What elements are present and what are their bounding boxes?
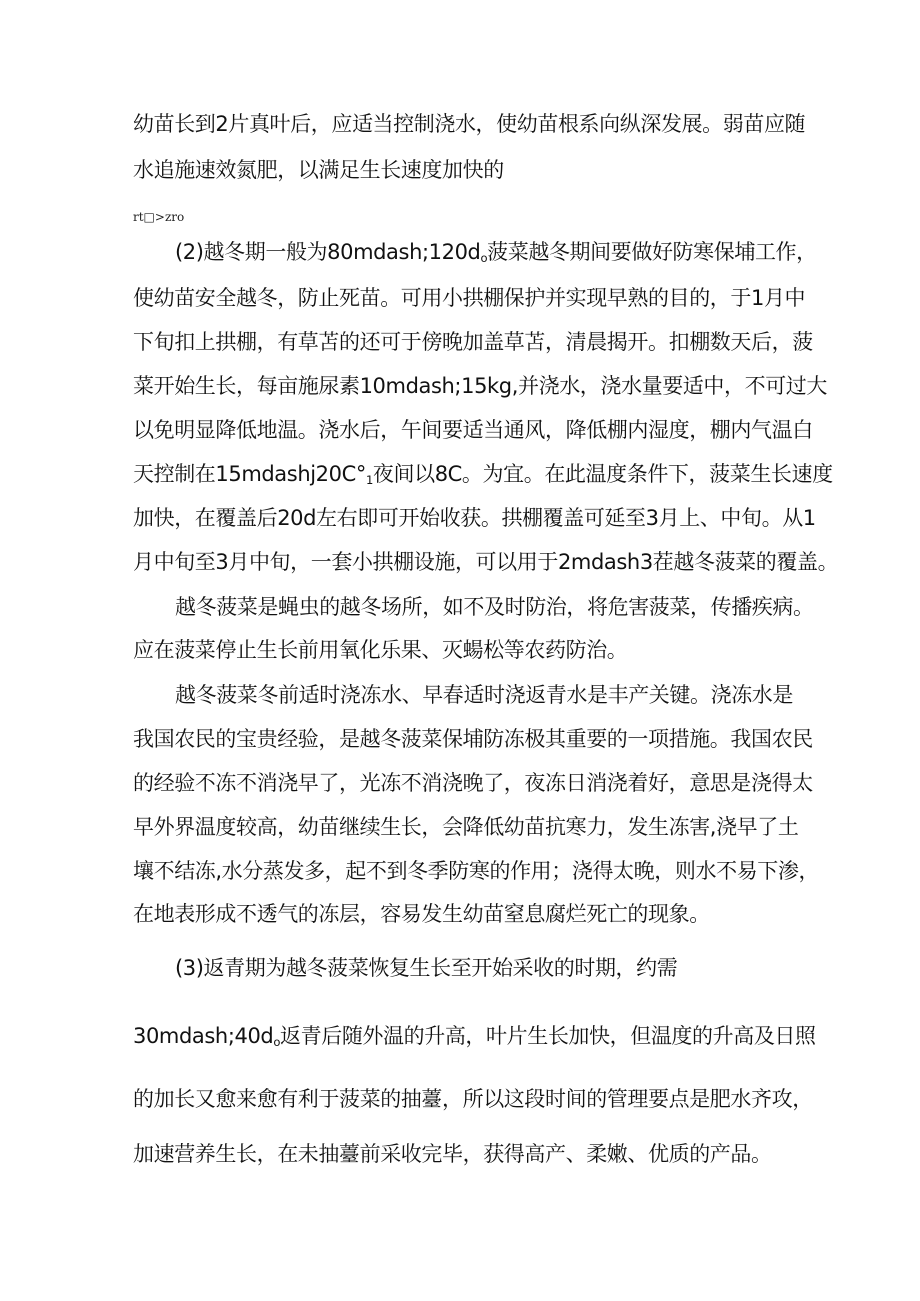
paragraph-2-line-4: 菜开始生长，每亩施尿素10mdash;15kg,并浇水，浇水量要适中，不可过大 [133, 374, 827, 398]
text-run: 菠菜越冬期间要做好防寒保埔工作， [487, 240, 817, 264]
paragraph-4-line-3: 的经验不冻不消浇早了，光冻不消浇晚了，夜冻日消浇着好，意思是浇得太 [133, 771, 813, 795]
text-run: (2)越冬期一般为80mdash;120d [175, 240, 481, 264]
paragraph-5-line-3: 的加长又愈来愈有利于菠菜的抽薹，所以这段时间的管理要点是肥水齐攻， [133, 1087, 813, 1111]
paragraph-4-line-6: 在地表形成不透气的冻层，容易发生幼苗窒息腐烂死亡的现象。 [133, 902, 710, 926]
paragraph-5-line-2 [133, 1021, 816, 1051]
subscript: o [273, 1034, 281, 1049]
paragraph-2-line-1 [175, 237, 815, 267]
paragraph-4-line-5: 壤不结冻,水分蒸发多，起不到冬季防寒的作用；浇得太晚，则水不易下渗， [133, 859, 820, 883]
text-run: 30mdash;40d [133, 1024, 274, 1048]
paragraph-2-line-7: 加快，在覆盖后20d左右即可开始收获。拱棚覆盖可延至3月上、中旬。从1 [133, 506, 816, 530]
garbled-separator-text: rt□>zro [133, 210, 185, 224]
subscript: o [480, 250, 488, 265]
paragraph-4-line-4: 早外界温度较高，幼苗继续生长，会降低幼苗抗寒力，发生冻害,浇早了土 [133, 815, 799, 839]
paragraph-5-line-4: 加速营养生长，在未抽薹前采收完毕，获得高产、柔嫩、优质的产品。 [133, 1142, 772, 1166]
paragraph-4-line-2: 我国农民的宝贵经验，是越冬菠菜保埔防冻极其重要的一项措施。我国农民 [133, 727, 813, 751]
paragraph-4-line-1: 越冬菠菜冬前适时浇冻水、早春适时浇返青水是丰产关键。浇冻水是 [175, 683, 793, 707]
paragraph-2-line-2: 使幼苗安全越冬，防止死苗。可用小拱棚保护并实现早熟的目的，于1月中 [133, 286, 806, 310]
text-run: 天控制在15mdashj20C° [133, 462, 366, 486]
paragraph-2-line-8: 月中旬至3月中旬，一套小拱棚设施，可以用于2mdash3茬越冬菠菜的覆盖。 [133, 550, 839, 574]
paragraph-1-line-1: 幼苗长到2片真叶后，应适当控制浇水，使幼苗根系向纵深发展。弱苗应随 [133, 112, 806, 136]
subscript: 1 [365, 472, 373, 487]
paragraph-2-line-6 [133, 459, 833, 489]
text-run: 夜间以8C。为宜。在此温度条件下，菠菜生长速度 [372, 462, 833, 486]
paragraph-3-line-2: 应在菠菜停止生长前用氧化乐果、灭蝪松等农药防治。 [133, 638, 628, 662]
paragraph-2-line-3: 下旬扣上拱棚，有草苫的还可于傍晚加盖草苫，清晨揭开。扣棚数天后，菠 [133, 330, 813, 354]
paragraph-5-line-1: (3)返青期为越冬菠菜恢复生长至开始采收的时期，约需 [175, 956, 678, 980]
text-run: 返青后随外温的升高，叶片生长加快，但温度的升高及日照 [280, 1024, 816, 1048]
paragraph-3-line-1: 越冬菠菜是蝇虫的越冬场所，如不及时防治，将危害菠菜，传播疾病。 [175, 595, 814, 619]
paragraph-2-line-5: 以免明显降低地温。浇水后，午间要适当通风，降低棚内湿度，棚内气温白 [133, 418, 813, 442]
paragraph-1-line-2: 水追施速效氮肥，以满足生长速度加快的 [133, 158, 504, 182]
